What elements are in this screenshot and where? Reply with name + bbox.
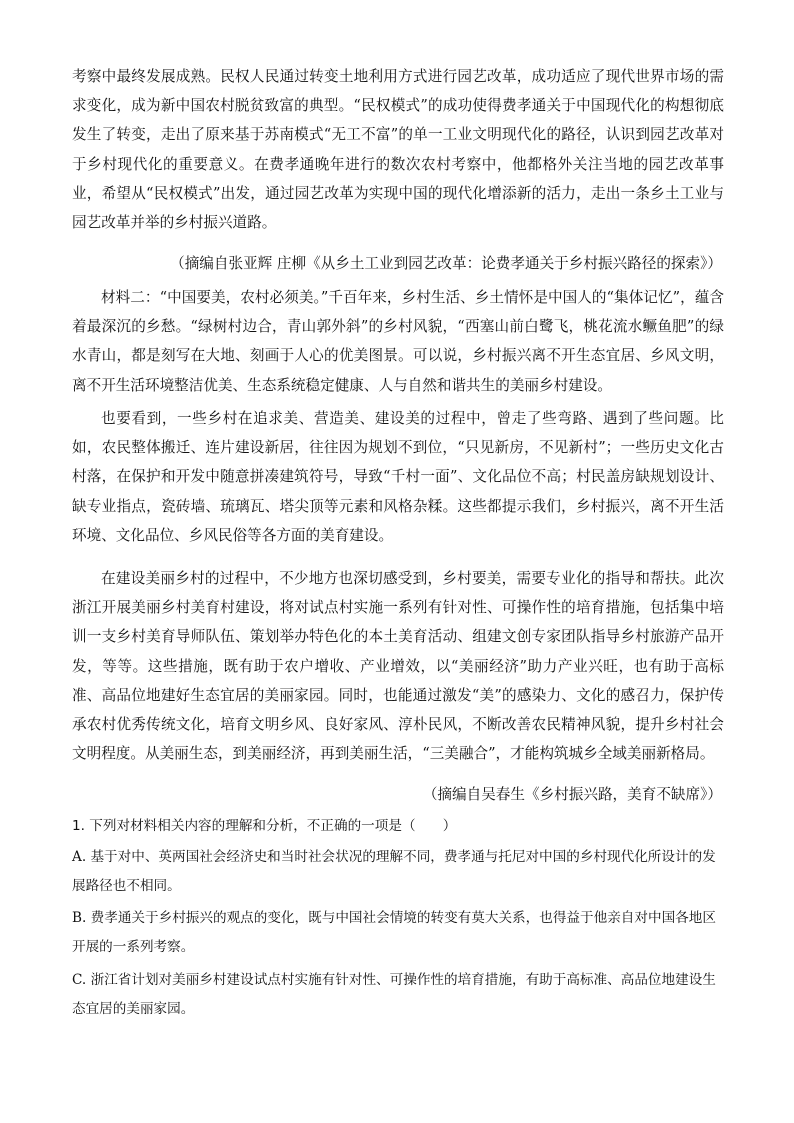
material1-continuation: 考察中最终发展成熟。民权人民通过转变土地利用方式进行园艺改革，成功适应了现代世界市场的需求变化，成为新中国农村脱贫致富的典型。“民权模式”的成功使得费孝通关于中国现代化的构想彻底发生了转变，走出了原来基于苏南模式“无工不富”的单一工业文明现代化的路径，认识到园艺改革对于乡村现代化的重要意义。在费孝通晚年进行的数次农村考察中，他都格外关注当地的园艺改革事业，希望从“民权模式”出发，通过园艺改革为实现中国的现代化增添新的活力，走出一条乡土工业与园艺改革并举的乡村振兴道路。 [72, 68, 724, 232]
question-1-option-a [72, 843, 724, 901]
option-b-label: B. [72, 910, 87, 926]
option-c-text: 浙江省计划对美丽乡村建设试点村实施有针对性、可操作性的培育措施，有助于高标准、高品位地建设生态宜居的美丽家园。 [72, 972, 716, 1018]
material2-paragraph-2: 也要看到，一些乡村在追求美、营造美、建设美的过程中，曾走了些弯路、遇到了些问题。比如，农民整体搬迁、连片建设新居，往往因为规划不到位，“只见新房，不见新村”；一些历史文化古村落，在保护和开发中随意拼凑建筑符号，导致“千村一面”、文化品位不高；村民盖房缺规划设计、缺专业指点，瓷砖墙、琉璃瓦、塔尖顶等元素和风格杂糅。这些都提示我们，乡村振兴，离不开生活环境、文化品位、乡风民俗等各方面的美育建设。 [72, 410, 724, 544]
question-1-option-b [72, 904, 724, 962]
option-a-text: 基于对中、英两国社会经济史和当时社会状况的理解不同，费孝通与托尼对中国的乡村现代化所设计的发展路径也不相同。 [72, 849, 716, 895]
material2-paragraph-3: 在建设美丽乡村的过程中，不少地方也深切感受到，乡村要美，需要专业化的指导和帮扶。此次浙江开展美丽乡村美育村建设，将对试点村实施一系列有针对性、可操作性的培育措施，包括集中培训一支乡村美育导师队伍、策划举办特色化的本土美育活动、组建文创专家团队指导乡村旅游产品开发，等等。这些措施，既有助于农户增收、产业增效，以“美丽经济”助力产业兴旺，也有助于高标准、高品位地建好生态宜居的美丽家园。同时，也能通过激发“美”的感染力、文化的感召力，保护传承农村优秀传统文化，培育文明乡风、良好家风、淳朴民风，不断改善农民精神风貌，提升乡村社会文明程度。从美丽生态，到美丽经济，再到美丽生活，“三美融合”，才能构筑城乡全域美丽新格局。 [72, 570, 724, 763]
option-b-text: 费孝通关于乡村振兴的观点的变化，既与中国社会情境的转变有莫大关系，也得益于他亲自对中国各地区开展的一系列考察。 [72, 910, 716, 956]
question-1-option-c [72, 966, 724, 1024]
material2-paragraph-1: 材料二：“中国要美，农村必须美。”千百年来，乡村生活、乡土情怀是中国人的“集体记忆”，蕴含着最深沉的乡愁。“绿树村边合，青山郭外斜”的乡村风貌，“西塞山前白鹭飞，桃花流水鳜鱼肥”的绿水青山，都是刻写在大地、刻画于人心的优美图景。可以说，乡村振兴离不开生态宜居、乡风文明，离不开生活环境整洁优美、生态系统稳定健康、人与自然和谐共生的美丽乡村建设。 [72, 289, 724, 394]
option-a-label: A. [72, 849, 87, 865]
option-c-label: C. [72, 972, 87, 988]
material2-source: （摘编自吴春生《乡村振兴路，美育不缺席》） [422, 786, 722, 803]
material1-source: （摘编自张亚辉 庄柳《从乡土工业到园艺改革：论费孝通关于乡村振兴路径的探索》） [170, 255, 722, 272]
question-1-stem: 1. 下列对材料相关内容的理解和分析，不正确的一项是（ ） [72, 818, 457, 834]
